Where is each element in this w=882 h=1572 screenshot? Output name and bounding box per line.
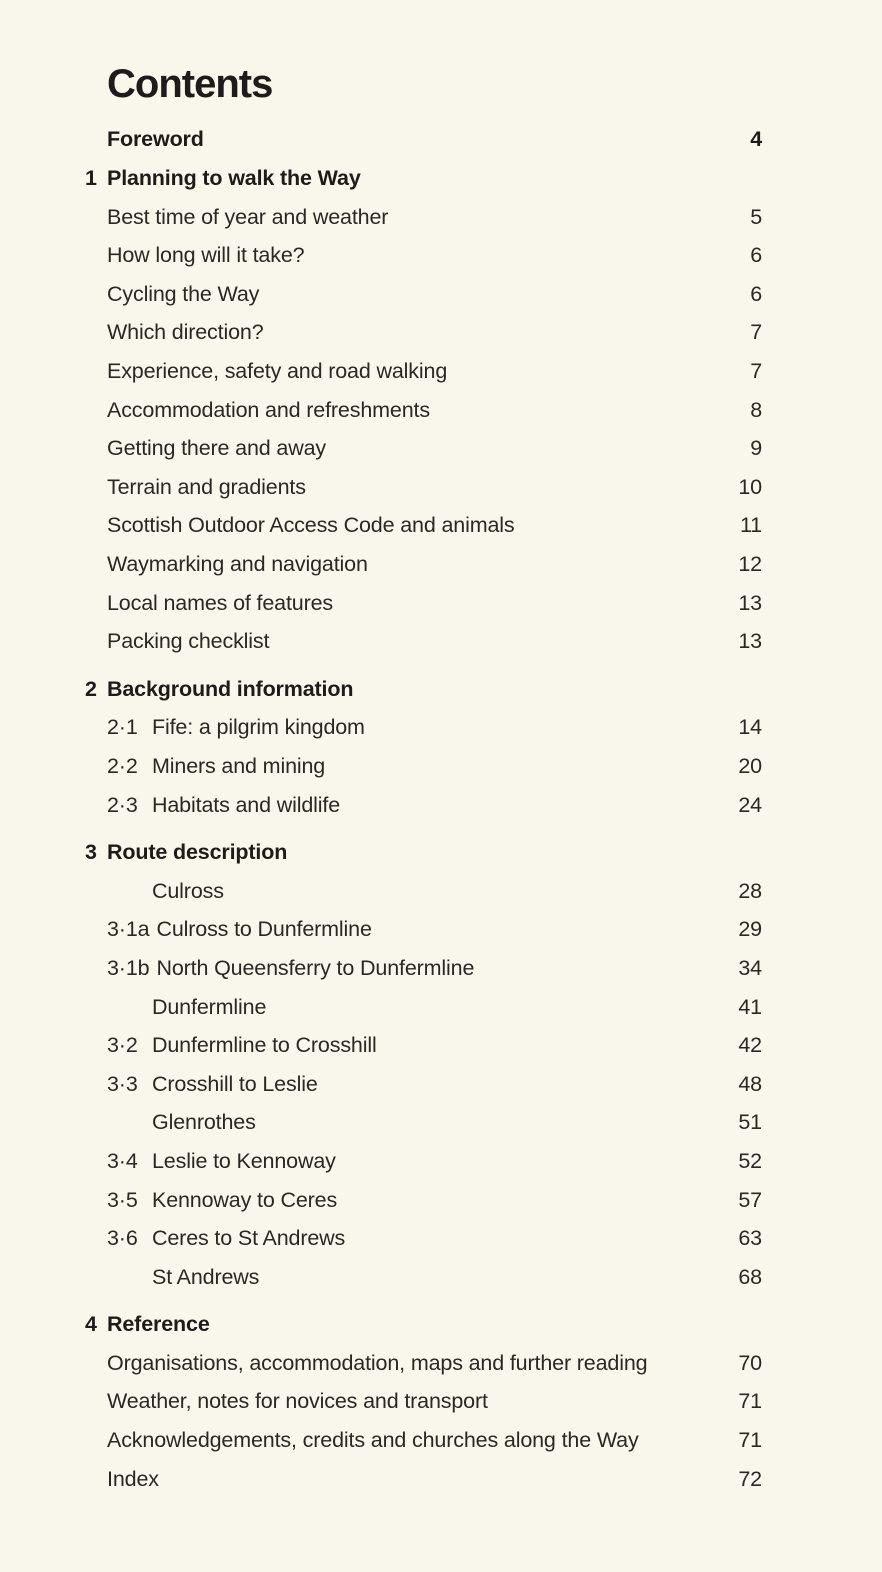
section-number: 4 [85,1312,97,1337]
toc-entry[interactable] [85,623,762,662]
entry-label: Accommodation and refreshments [107,397,430,422]
entry-page-number: 10 [738,474,762,499]
entry-page-number: 5 [750,204,762,229]
toc-entry[interactable] [85,353,762,392]
toc-entry[interactable] [85,1142,762,1181]
entry-number: 3·2 [107,1033,138,1058]
entry-page-number: 71 [738,1389,762,1414]
entry-label: Crosshill to Leslie [152,1071,318,1096]
entry-label: Dunfermline [152,994,267,1019]
toc-entry[interactable] [85,237,762,276]
page-title: Contents [107,62,273,106]
toc-entry[interactable] [85,546,762,585]
toc-entry[interactable] [85,1460,762,1499]
entry-number: 3·3 [107,1071,138,1096]
toc-entry[interactable] [85,911,762,950]
toc-entry[interactable] [85,430,762,469]
entry-page-number: 28 [738,878,762,903]
entry-label: Which direction? [107,320,264,345]
entry-label: Glenrothes [152,1110,256,1135]
toc-entry[interactable] [85,314,762,353]
entry-number: 3·5 [107,1187,138,1212]
toc-entry[interactable] [85,949,762,988]
toc-entry[interactable] [85,709,762,748]
entry-label: St Andrews [152,1264,260,1289]
entry-label: Organisations, accommodation, maps and further reading [107,1350,648,1375]
entry-page-number: 57 [738,1187,762,1212]
entry-label: Best time of year and weather [107,204,389,229]
entry-page-number: 63 [738,1226,762,1251]
entry-page-number: 41 [738,994,762,1019]
section-number: 3 [85,840,97,865]
entry-label: Leslie to Kennoway [152,1148,336,1173]
entry-label: Ceres to St Andrews [152,1226,346,1251]
entry-number: 2·3 [107,792,138,817]
toc-entry[interactable] [85,1181,762,1220]
toc-entry[interactable] [85,872,762,911]
toc-entry[interactable] [85,1220,762,1259]
entry-page-number: 8 [750,397,762,422]
toc-entry[interactable] [85,121,762,160]
entry-number: 3·4 [107,1148,138,1173]
entry-page-number: 7 [750,320,762,345]
toc-entry[interactable] [85,507,762,546]
entry-label: Dunfermline to Crosshill [152,1033,377,1058]
toc-entry[interactable] [85,1344,762,1383]
entry-page-number: 14 [738,715,762,740]
entry-label: Background information [107,676,354,701]
entry-page-number: 71 [738,1428,762,1453]
toc-entry[interactable] [85,391,762,430]
toc-entry[interactable] [85,275,762,314]
entry-page-number: 12 [738,552,762,576]
entry-page-number: 13 [738,590,762,615]
entry-number: 3·1a [107,917,150,942]
entry-label: North Queensferry to Dunfermline [156,955,475,980]
entry-page-number: 11 [739,513,762,538]
section-number: 2 [85,676,97,701]
table-of-contents [85,64,762,1499]
toc-entry[interactable] [85,1383,762,1422]
entry-page-number: 4 [750,127,762,152]
entry-page-number: 34 [738,955,762,980]
entry-page-number: 6 [750,243,762,268]
entry-page-number: 6 [750,281,762,306]
toc-entry[interactable] [85,1422,762,1461]
toc-entry[interactable] [85,1306,762,1345]
entry-label: Scottish Outdoor Access Code and animals [107,513,515,538]
entry-label: Experience, safety and road walking [107,359,448,384]
entry-label: Acknowledgements, credits and churches along the Way [107,1428,639,1453]
toc-entry[interactable] [85,748,762,787]
entry-label: Culross to Dunfermline [156,917,372,942]
entry-label: Fife: a pilgrim kingdom [152,715,365,740]
entry-number: 3·1b [107,955,150,980]
entry-label: Weather, notes for novices and transport [107,1389,488,1414]
toc-entry[interactable] [85,786,762,825]
entry-page-number: 20 [738,753,762,778]
entry-number: 2·1 [107,715,138,740]
entry-label: Reference [107,1312,210,1337]
entry-page-number: 24 [738,792,762,817]
entry-label: Culross [152,878,224,903]
toc-entry[interactable] [85,584,762,623]
toc-entry[interactable] [85,160,762,199]
entry-label: How long will it take? [107,243,305,268]
entry-label: Kennoway to Ceres [152,1187,338,1212]
entry-label: Cycling the Way [107,281,260,306]
toc-entry[interactable] [85,1258,762,1297]
entry-label: Terrain and gradients [107,474,306,499]
entry-number: 2·2 [107,753,138,778]
entry-page-number: 52 [738,1148,762,1173]
entry-page-number: 48 [738,1071,762,1096]
entry-page-number: 72 [738,1466,762,1491]
entry-label: Foreword [107,127,204,152]
toc-entry[interactable] [85,834,762,873]
entry-label: Miners and mining [152,753,326,778]
toc-entry[interactable] [85,1104,762,1143]
toc-entry[interactable] [85,1027,762,1066]
toc-list [85,121,762,1499]
entry-label: Packing checklist [107,629,270,654]
entry-page-number: 42 [738,1033,762,1058]
entry-label: Waymarking and navigation [107,552,368,576]
toc-entry[interactable] [85,468,762,507]
entry-label: Getting there and away [107,436,327,461]
toc-entry[interactable] [85,988,762,1027]
entry-page-number: 51 [738,1110,762,1135]
entry-label: Index [107,1466,159,1491]
toc-entry[interactable] [85,1065,762,1104]
entry-label: Route description [107,840,288,865]
section-number: 1 [85,166,97,191]
entry-page-number: 9 [750,436,762,461]
entry-number: 3·6 [107,1226,138,1251]
toc-entry[interactable] [85,198,762,237]
entry-label: Planning to walk the Way [107,166,361,191]
toc-entry[interactable] [85,670,762,709]
entry-page-number: 70 [738,1350,762,1375]
entry-page-number: 29 [738,917,762,942]
entry-page-number: 68 [738,1264,762,1289]
entry-label: Habitats and wildlife [152,792,341,817]
entry-page-number: 13 [738,629,762,654]
entry-page-number: 7 [750,359,762,384]
entry-label: Local names of features [107,590,334,615]
